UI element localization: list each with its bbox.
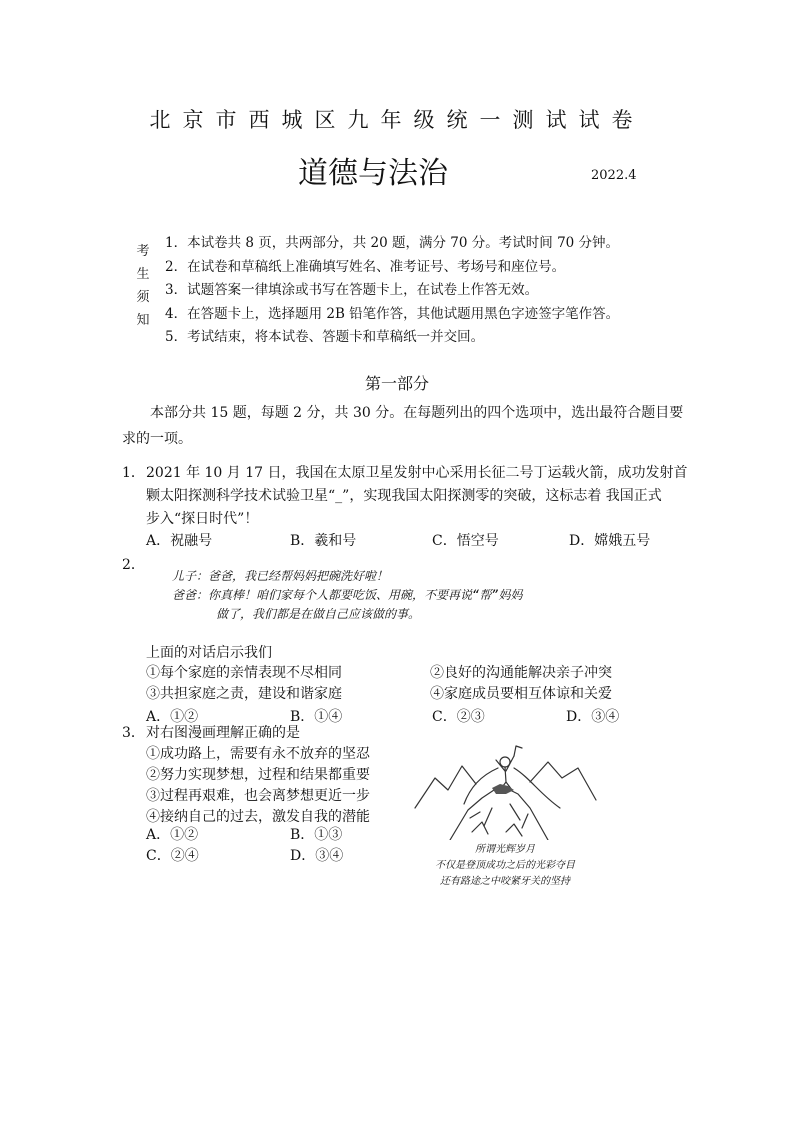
caption-line: 所谓光辉岁月 [475, 844, 535, 855]
question-3-stem: 对右图漫画理解正确的是 [146, 725, 300, 741]
exam-date: 2022.4 [591, 168, 637, 183]
statement: ①成功路上，需要有永不放弃的坚忍 [146, 746, 370, 762]
exam-title: 北京市西城区九年级统一测试试卷 [149, 108, 645, 132]
notice-side-char: 生 [136, 267, 150, 282]
option-d: D．③④ [290, 848, 344, 864]
caption-line: 还有路途之中咬紧牙关的坚持 [440, 876, 570, 887]
part-intro-line: 本部分共 15 题，每题 2 分，共 30 分。在每题列出的四个选项中，选出最符合题目要 [150, 405, 684, 421]
notice-item: 1．本试卷共 8 页，共两部分，共 20 题，满分 70 分。考试时间 70 分钟。 [165, 235, 620, 251]
question-number: 3． [122, 725, 145, 741]
dialogue-box [172, 567, 522, 624]
option-b: B．羲和号 [290, 533, 357, 549]
option-a: A．①② [146, 827, 199, 843]
question-2-stem: 上面的对话启示我们 [146, 645, 272, 661]
notice-item: 2．在试卷和草稿纸上准确填写姓名、准考证号、考场号和座位号。 [165, 258, 566, 275]
comic-caption [410, 842, 600, 890]
option-d: D．③④ [566, 709, 620, 725]
notice-list [165, 232, 619, 350]
notice-side-char: 须 [136, 290, 150, 305]
notice-side-char: 知 [136, 313, 150, 328]
comic-mountain-illustration [410, 738, 600, 840]
notice-item: 3．试题答案一律填涂或书写在答题卡上，在试卷上作答无效。 [165, 282, 539, 298]
statement: ②努力实现梦想，过程和结果都重要 [146, 767, 370, 783]
question-line: 2021 年 10 月 17 日，我国在太原卫星发射中心采用长征二号丁运载火箭，成功发射首 [146, 465, 688, 481]
statement: ①每个家庭的亲情表现不尽相同 [146, 665, 342, 681]
option-c: C．②③ [432, 709, 485, 725]
statement: ④家庭成员要相互体谅和关爱 [430, 686, 612, 702]
dialogue-line: 爸爸：你真棒！咱们家每个人都要吃饭、用碗，不要再说“帮”妈妈 [172, 588, 523, 602]
dialogue-line: 做了，我们都是在做自己应该做的事。 [216, 607, 421, 621]
option-b: B．①④ [290, 709, 343, 725]
notice-item: 5．考试结束，将本试卷、答题卡和草稿纸一并交回。 [165, 329, 485, 345]
part-heading: 第一部分 [364, 374, 429, 393]
question-line: 步入“探日时代”！ [146, 511, 259, 527]
option-d: D．嫦娥五号 [569, 533, 651, 549]
statement: ③过程再艰难，也会离梦想更近一步 [146, 788, 370, 804]
question-line: 颗太阳探测科学技术试验卫星“_”，实现我国太阳探测零的突破，这标志着 我国正式 [146, 488, 662, 504]
statement: ②良好的沟通能解决亲子冲突 [430, 665, 612, 681]
question-number: 2． [122, 557, 145, 573]
notice-item: 4．在答题卡上，选择题用 2B 铅笔作答，其他试题用黑色字迹签字笔作答。 [165, 305, 620, 322]
statement: ④接纳自己的过去，激发自我的潜能 [146, 809, 370, 825]
notice-side-char: 考 [136, 244, 150, 259]
question-number: 1． [122, 465, 145, 481]
statement: ③共担家庭之责，建设和谐家庭 [146, 686, 342, 702]
notice-side-label [134, 240, 152, 332]
subject-title: 道德与法治 [298, 156, 448, 191]
part-intro-line: 求的一项。 [122, 431, 192, 447]
dialogue-line: 儿子：爸爸，我已经帮妈妈把碗洗好啦！ [172, 569, 389, 583]
question-1-stem [146, 462, 688, 531]
option-a: A．祝融号 [146, 533, 213, 549]
option-c: C．悟空号 [432, 533, 499, 549]
option-c: C．②④ [146, 848, 199, 864]
option-b: B．①③ [290, 827, 343, 843]
option-a: A．①② [146, 709, 199, 725]
caption-line: 不仅是登顶成功之后的光彩夺目 [435, 860, 575, 871]
